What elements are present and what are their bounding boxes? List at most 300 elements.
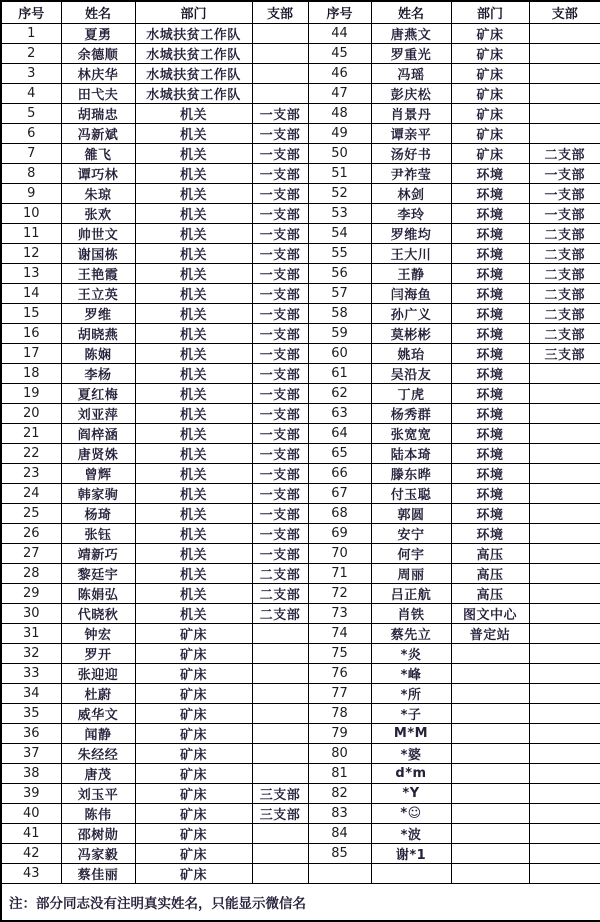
dept-cell: 环境 (451, 344, 529, 364)
branch-cell (529, 564, 600, 584)
dept-cell: 环境 (451, 524, 529, 544)
table-row (1, 584, 600, 604)
dept-cell (451, 664, 529, 684)
branch-cell (529, 804, 600, 824)
branch-cell: 二支部 (529, 244, 600, 264)
dept-cell: 机关 (135, 284, 252, 304)
name-cell: 肖铁 (371, 604, 451, 624)
branch-cell (252, 764, 308, 784)
branch-cell: 三支部 (252, 804, 308, 824)
table-row (1, 484, 600, 504)
dept-cell: 机关 (135, 344, 252, 364)
branch-cell: 一支部 (252, 304, 308, 324)
table-row (1, 704, 600, 724)
dept-cell (451, 684, 529, 704)
dept-cell: 机关 (135, 404, 252, 424)
dept-cell: 矿床 (451, 144, 529, 164)
header-dept-left: 部门 (135, 1, 252, 24)
dept-cell (451, 744, 529, 764)
branch-cell: 二支部 (529, 224, 600, 244)
seq-cell: 24 (1, 484, 61, 504)
branch-cell (252, 744, 308, 764)
name-cell: 夏红梅 (61, 384, 135, 404)
seq-cell: 3 (1, 64, 61, 84)
seq-cell: 64 (308, 424, 371, 444)
name-cell: 孙广义 (371, 304, 451, 324)
branch-cell (529, 544, 600, 564)
dept-cell: 机关 (135, 204, 252, 224)
seq-cell: 10 (1, 204, 61, 224)
dept-cell: 高压 (451, 544, 529, 564)
seq-cell: 2 (1, 44, 61, 64)
seq-cell: 49 (308, 124, 371, 144)
name-cell: 王立英 (61, 284, 135, 304)
branch-cell: 一支部 (252, 404, 308, 424)
seq-cell: 16 (1, 324, 61, 344)
seq-cell: 43 (1, 864, 61, 884)
name-cell: 陈娟弘 (61, 584, 135, 604)
header-name-right: 姓名 (371, 1, 451, 24)
dept-cell (451, 784, 529, 804)
dept-cell: 矿床 (135, 764, 252, 784)
dept-cell: 高压 (451, 584, 529, 604)
table-row (1, 104, 600, 124)
name-cell: 汤好书 (371, 144, 451, 164)
name-cell: 雒飞 (61, 144, 135, 164)
dept-cell: 机关 (135, 324, 252, 344)
branch-cell (529, 824, 600, 844)
branch-cell (529, 84, 600, 104)
dept-cell: 环境 (451, 184, 529, 204)
branch-cell (529, 704, 600, 724)
dept-cell: 矿床 (135, 824, 252, 844)
seq-cell (308, 864, 371, 884)
name-cell: 田弋夫 (61, 84, 135, 104)
name-cell (371, 864, 451, 884)
seq-cell: 75 (308, 644, 371, 664)
branch-cell: 一支部 (252, 124, 308, 144)
name-cell: 张欢 (61, 204, 135, 224)
roster-rows (1, 24, 600, 884)
name-cell: 尹祚莹 (371, 164, 451, 184)
seq-cell: 35 (1, 704, 61, 724)
name-cell: 蔡佳丽 (61, 864, 135, 884)
branch-cell: 一支部 (529, 184, 600, 204)
name-cell: 肖景丹 (371, 104, 451, 124)
seq-cell: 67 (308, 484, 371, 504)
name-cell: 王大川 (371, 244, 451, 264)
dept-cell: 机关 (135, 584, 252, 604)
footer-note: 注：部分同志没有注明真实姓名，只能显示微信名 (1, 884, 600, 922)
table-row (1, 504, 600, 524)
seq-cell: 7 (1, 144, 61, 164)
branch-cell: 二支部 (252, 584, 308, 604)
dept-cell: 机关 (135, 164, 252, 184)
name-cell: 杨秀群 (371, 404, 451, 424)
name-cell: 帅世文 (61, 224, 135, 244)
header-seq-left: 序号 (1, 1, 61, 24)
dept-cell: 环境 (451, 464, 529, 484)
branch-cell: 一支部 (252, 524, 308, 544)
seq-cell: 74 (308, 624, 371, 644)
seq-cell: 9 (1, 184, 61, 204)
name-cell: 朱经经 (61, 744, 135, 764)
table-row (1, 24, 600, 44)
name-cell: 张迎迎 (61, 664, 135, 684)
name-cell: *婆 (371, 744, 451, 764)
dept-cell: 环境 (451, 164, 529, 184)
dept-cell: 矿床 (451, 64, 529, 84)
dept-cell: 环境 (451, 264, 529, 284)
dept-cell: 机关 (135, 364, 252, 384)
dept-cell (451, 804, 529, 824)
dept-cell: 机关 (135, 184, 252, 204)
branch-cell: 三支部 (529, 344, 600, 364)
branch-cell: 一支部 (252, 104, 308, 124)
branch-cell (529, 584, 600, 604)
name-cell: 蔡先立 (371, 624, 451, 644)
dept-cell: 机关 (135, 424, 252, 444)
dept-cell: 机关 (135, 504, 252, 524)
name-cell: 滕东晔 (371, 464, 451, 484)
name-cell: 冯家毅 (61, 844, 135, 864)
dept-cell: 机关 (135, 604, 252, 624)
seq-cell: 45 (308, 44, 371, 64)
name-cell: *☺ (371, 804, 451, 824)
table-row (1, 224, 600, 244)
table-row (1, 764, 600, 784)
seq-cell: 11 (1, 224, 61, 244)
table-row (1, 84, 600, 104)
name-cell: 曾辉 (61, 464, 135, 484)
seq-cell: 52 (308, 184, 371, 204)
dept-cell (451, 844, 529, 864)
branch-cell (529, 444, 600, 464)
name-cell: 吕正航 (371, 584, 451, 604)
seq-cell: 85 (308, 844, 371, 864)
branch-cell (529, 744, 600, 764)
branch-cell (252, 84, 308, 104)
name-cell: 丁虎 (371, 384, 451, 404)
name-cell: 罗开 (61, 644, 135, 664)
seq-cell: 54 (308, 224, 371, 244)
name-cell: 胡晓燕 (61, 324, 135, 344)
branch-cell (529, 404, 600, 424)
dept-cell: 矿床 (135, 704, 252, 724)
seq-cell: 25 (1, 504, 61, 524)
branch-cell: 一支部 (252, 324, 308, 344)
branch-cell: 一支部 (252, 344, 308, 364)
branch-cell (252, 864, 308, 884)
table-row (1, 404, 600, 424)
dept-cell: 图文中心 (451, 604, 529, 624)
dept-cell: 机关 (135, 264, 252, 284)
seq-cell: 72 (308, 584, 371, 604)
table-row (1, 744, 600, 764)
seq-cell: 80 (308, 744, 371, 764)
seq-cell: 65 (308, 444, 371, 464)
branch-cell: 一支部 (529, 204, 600, 224)
table-row (1, 304, 600, 324)
table-row (1, 684, 600, 704)
dept-cell: 环境 (451, 324, 529, 344)
seq-cell: 69 (308, 524, 371, 544)
branch-cell (529, 784, 600, 804)
name-cell: 闻静 (61, 724, 135, 744)
branch-cell (252, 624, 308, 644)
seq-cell: 32 (1, 644, 61, 664)
seq-cell: 81 (308, 764, 371, 784)
table-row (1, 44, 600, 64)
seq-cell: 78 (308, 704, 371, 724)
name-cell: 杜蔚 (61, 684, 135, 704)
name-cell: 罗维均 (371, 224, 451, 244)
seq-cell: 20 (1, 404, 61, 424)
seq-cell: 82 (308, 784, 371, 804)
name-cell: 杨琦 (61, 504, 135, 524)
table-row (1, 244, 600, 264)
seq-cell: 31 (1, 624, 61, 644)
name-cell: 刘玉平 (61, 784, 135, 804)
name-cell: 钟宏 (61, 624, 135, 644)
dept-cell (451, 764, 529, 784)
seq-cell: 73 (308, 604, 371, 624)
name-cell: 付玉聪 (371, 484, 451, 504)
name-cell: 罗重光 (371, 44, 451, 64)
table-row (1, 524, 600, 544)
name-cell: 陆本琦 (371, 444, 451, 464)
seq-cell: 14 (1, 284, 61, 304)
dept-cell: 矿床 (451, 44, 529, 64)
seq-cell: 6 (1, 124, 61, 144)
name-cell: 胡瑞忠 (61, 104, 135, 124)
branch-cell: 一支部 (252, 384, 308, 404)
dept-cell: 机关 (135, 544, 252, 564)
branch-cell (529, 64, 600, 84)
footer-row (1, 884, 600, 922)
name-cell: 唐燕文 (371, 24, 451, 44)
branch-cell (529, 844, 600, 864)
name-cell: 黎廷宇 (61, 564, 135, 584)
dept-cell: 矿床 (135, 644, 252, 664)
table-row (1, 464, 600, 484)
seq-cell: 48 (308, 104, 371, 124)
branch-cell (252, 644, 308, 664)
dept-cell: 环境 (451, 444, 529, 464)
name-cell: 陈伟 (61, 804, 135, 824)
dept-cell: 高压 (451, 564, 529, 584)
dept-cell: 机关 (135, 304, 252, 324)
seq-cell: 1 (1, 24, 61, 44)
branch-cell (529, 864, 600, 884)
dept-cell: 矿床 (451, 84, 529, 104)
table-row (1, 364, 600, 384)
seq-cell: 59 (308, 324, 371, 344)
dept-cell: 矿床 (135, 804, 252, 824)
seq-cell: 13 (1, 264, 61, 284)
name-cell: *炎 (371, 644, 451, 664)
seq-cell: 8 (1, 164, 61, 184)
dept-cell: 环境 (451, 404, 529, 424)
branch-cell: 一支部 (252, 204, 308, 224)
dept-cell: 环境 (451, 304, 529, 324)
branch-cell (529, 764, 600, 784)
table-row (1, 564, 600, 584)
dept-cell: 机关 (135, 124, 252, 144)
branch-cell (529, 524, 600, 544)
dept-cell: 机关 (135, 444, 252, 464)
name-cell: 张宽宽 (371, 424, 451, 444)
seq-cell: 50 (308, 144, 371, 164)
name-cell: *子 (371, 704, 451, 724)
branch-cell (529, 664, 600, 684)
branch-cell: 一支部 (252, 444, 308, 464)
seq-cell: 47 (308, 84, 371, 104)
dept-cell: 矿床 (451, 104, 529, 124)
seq-cell: 77 (308, 684, 371, 704)
name-cell: 阎梓涵 (61, 424, 135, 444)
dept-cell: 机关 (135, 244, 252, 264)
dept-cell: 水城扶贫工作队 (135, 64, 252, 84)
name-cell: 刘亚萍 (61, 404, 135, 424)
name-cell: d*m (371, 764, 451, 784)
dept-cell: 环境 (451, 284, 529, 304)
dept-cell: 环境 (451, 484, 529, 504)
branch-cell: 二支部 (529, 304, 600, 324)
name-cell: 安宁 (371, 524, 451, 544)
seq-cell: 51 (308, 164, 371, 184)
branch-cell: 一支部 (252, 464, 308, 484)
seq-cell: 84 (308, 824, 371, 844)
name-cell: 谭亲平 (371, 124, 451, 144)
table-row (1, 604, 600, 624)
name-cell: 林剑 (371, 184, 451, 204)
table-row (1, 664, 600, 684)
branch-cell (529, 384, 600, 404)
seq-cell: 4 (1, 84, 61, 104)
name-cell: 唐茂 (61, 764, 135, 784)
branch-cell: 一支部 (252, 184, 308, 204)
branch-cell (252, 844, 308, 864)
header-branch-right: 支部 (529, 1, 600, 24)
name-cell: 谢国栋 (61, 244, 135, 264)
name-cell: 莫彬彬 (371, 324, 451, 344)
dept-cell: 矿床 (135, 684, 252, 704)
seq-cell: 83 (308, 804, 371, 824)
branch-cell (529, 684, 600, 704)
branch-cell: 一支部 (252, 144, 308, 164)
name-cell: 谭巧林 (61, 164, 135, 184)
seq-cell: 5 (1, 104, 61, 124)
seq-cell: 21 (1, 424, 61, 444)
table-row (1, 264, 600, 284)
seq-cell: 41 (1, 824, 61, 844)
branch-cell (252, 664, 308, 684)
table-row (1, 544, 600, 564)
name-cell: 何宇 (371, 544, 451, 564)
branch-cell (529, 124, 600, 144)
seq-cell: 39 (1, 784, 61, 804)
seq-cell: 68 (308, 504, 371, 524)
name-cell: 威华文 (61, 704, 135, 724)
dept-cell: 机关 (135, 144, 252, 164)
name-cell: *Y (371, 784, 451, 804)
seq-cell: 23 (1, 464, 61, 484)
name-cell: 唐贤姝 (61, 444, 135, 464)
seq-cell: 28 (1, 564, 61, 584)
dept-cell: 矿床 (135, 744, 252, 764)
seq-cell: 17 (1, 344, 61, 364)
seq-cell: 60 (308, 344, 371, 364)
name-cell: 周丽 (371, 564, 451, 584)
branch-cell: 二支部 (529, 284, 600, 304)
branch-cell: 一支部 (252, 224, 308, 244)
name-cell: 李玲 (371, 204, 451, 224)
dept-cell: 水城扶贫工作队 (135, 24, 252, 44)
name-cell: 闫海鱼 (371, 284, 451, 304)
name-cell: 郭圆 (371, 504, 451, 524)
branch-cell (252, 64, 308, 84)
branch-cell: 二支部 (529, 144, 600, 164)
table-row (1, 844, 600, 864)
branch-cell (529, 464, 600, 484)
name-cell: 余德顺 (61, 44, 135, 64)
dept-cell: 水城扶贫工作队 (135, 44, 252, 64)
name-cell: 林庆华 (61, 64, 135, 84)
dept-cell: 矿床 (135, 784, 252, 804)
branch-cell (252, 724, 308, 744)
name-cell: 姚珆 (371, 344, 451, 364)
table-row (1, 204, 600, 224)
name-cell: 张钰 (61, 524, 135, 544)
name-cell: 彭庆松 (371, 84, 451, 104)
table-row (1, 424, 600, 444)
branch-cell: 二支部 (529, 324, 600, 344)
seq-cell: 15 (1, 304, 61, 324)
table-row (1, 824, 600, 844)
name-cell: 王艳霞 (61, 264, 135, 284)
branch-cell: 三支部 (252, 784, 308, 804)
dept-cell: 水城扶贫工作队 (135, 84, 252, 104)
seq-cell: 12 (1, 244, 61, 264)
branch-cell (529, 624, 600, 644)
seq-cell: 22 (1, 444, 61, 464)
table-row (1, 164, 600, 184)
seq-cell: 70 (308, 544, 371, 564)
name-cell: *所 (371, 684, 451, 704)
name-cell: 冯新斌 (61, 124, 135, 144)
seq-cell: 34 (1, 684, 61, 704)
dept-cell: 机关 (135, 464, 252, 484)
seq-cell: 44 (308, 24, 371, 44)
dept-cell: 环境 (451, 224, 529, 244)
dept-cell (451, 724, 529, 744)
seq-cell: 30 (1, 604, 61, 624)
name-cell: 代晓秋 (61, 604, 135, 624)
table-row (1, 324, 600, 344)
branch-cell (252, 44, 308, 64)
branch-cell: 一支部 (252, 364, 308, 384)
header-dept-right: 部门 (451, 1, 529, 24)
table-row (1, 344, 600, 364)
seq-cell: 33 (1, 664, 61, 684)
dept-cell: 矿床 (135, 844, 252, 864)
branch-cell: 一支部 (252, 284, 308, 304)
branch-cell (252, 824, 308, 844)
seq-cell: 38 (1, 764, 61, 784)
dept-cell: 机关 (135, 564, 252, 584)
branch-cell: 一支部 (252, 244, 308, 264)
